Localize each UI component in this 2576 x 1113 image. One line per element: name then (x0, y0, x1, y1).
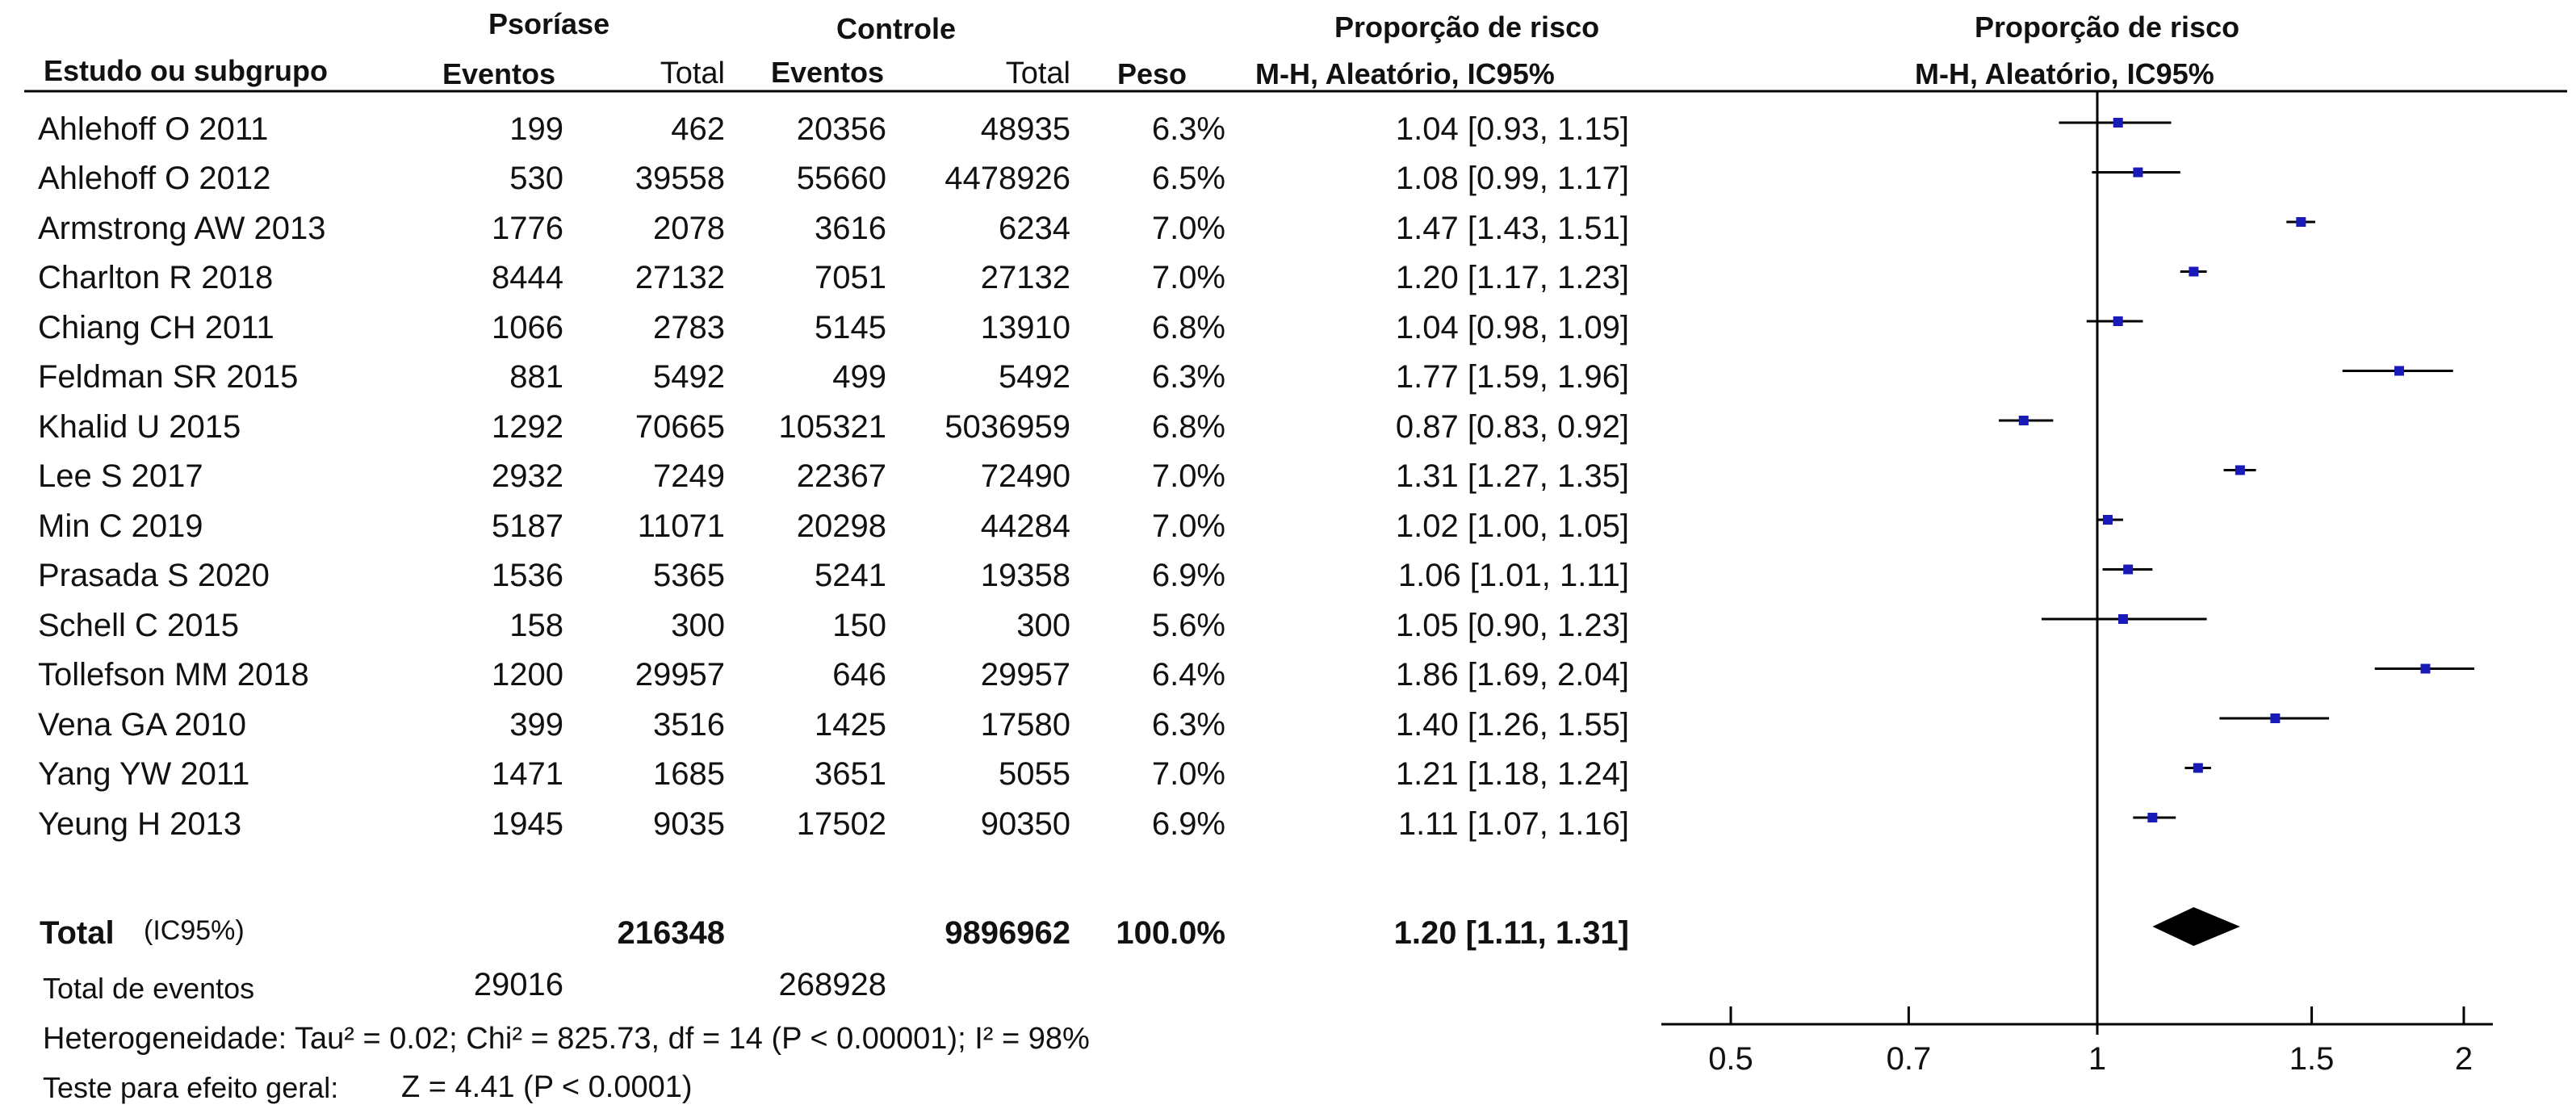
events-control: 20298 (796, 508, 886, 544)
header-events-control: Eventos (771, 56, 885, 89)
study-marker (2375, 664, 2474, 674)
header-study: Estudo ou subgrupo (44, 54, 328, 87)
header-risk-ratio-title: Proporção de risco (1334, 10, 1600, 44)
total-psoriasis: 2078 (653, 211, 725, 246)
study-marker (2219, 713, 2329, 723)
weight: 7.0% (1151, 211, 1225, 246)
total-control: 13910 (980, 310, 1070, 345)
events-psoriasis: 530 (509, 161, 563, 196)
header-events-psoriasis: Eventos (442, 57, 556, 90)
point-estimate (2420, 664, 2430, 674)
risk-ratio-ci: 1.86 [1.69, 2.04] (1395, 657, 1629, 692)
risk-ratio-ci: 0.87 [0.83, 0.92] (1395, 409, 1629, 445)
header-risk-ratio-method: M-H, Aleatório, IC95% (1255, 57, 1555, 90)
events-control: 7051 (815, 260, 886, 295)
total-control: 6234 (999, 211, 1070, 246)
study-marker (2224, 466, 2256, 475)
total-psoriasis: 27132 (635, 260, 725, 295)
study-name: Ahlehoff O 2012 (38, 161, 271, 196)
study-name: Armstrong AW 2013 (38, 211, 326, 246)
point-estimate (2147, 813, 2157, 822)
risk-ratio-ci: 1.02 [1.00, 1.05] (1395, 508, 1629, 544)
x-tick-label: 0.7 (1886, 1041, 1932, 1077)
overall-effect-diamond (2152, 907, 2240, 946)
weight: 6.3% (1151, 707, 1225, 743)
study-marker (2180, 267, 2207, 277)
total-label: Total (40, 915, 115, 951)
weight: 6.3% (1151, 359, 1225, 395)
risk-ratio-ci: 1.04 [0.93, 1.15] (1395, 111, 1629, 147)
weight: 7.0% (1151, 756, 1225, 792)
study-marker (2059, 118, 2171, 128)
events-control: 3616 (815, 211, 886, 246)
weight: 7.0% (1151, 508, 1225, 544)
point-estimate (2118, 614, 2128, 624)
total-events-control: 268928 (778, 967, 886, 1002)
risk-ratio-ci: 1.31 [1.27, 1.35] (1395, 458, 1629, 494)
header-plot-title: Proporção de risco (1975, 10, 2240, 44)
overall-effect-value: Z = 4.41 (P < 0.0001) (401, 1070, 693, 1104)
total-control: 48935 (980, 111, 1070, 147)
events-control: 5145 (815, 310, 886, 345)
events-psoriasis: 399 (509, 707, 563, 743)
study-name: Prasada S 2020 (38, 558, 270, 593)
point-estimate (2394, 366, 2404, 376)
point-estimate (2103, 515, 2113, 525)
study-name: Yeung H 2013 (38, 806, 242, 842)
total-risk-ratio-ci: 1.20 [1.11, 1.31] (1393, 915, 1629, 951)
study-name: Min C 2019 (38, 508, 203, 544)
events-control: 3651 (815, 756, 886, 792)
total-label-ci: (IC95%) (144, 915, 245, 946)
weight: 6.9% (1151, 806, 1225, 842)
weight: 7.0% (1151, 458, 1225, 494)
events-control: 499 (832, 359, 886, 395)
study-name: Schell C 2015 (38, 608, 240, 643)
study-marker (1999, 416, 2053, 425)
heterogeneity-text: Heterogeneidade: Tau² = 0.02; Chi² = 825.73, df = 14 (P < 0.00001); I² = 98% (43, 1022, 1090, 1056)
total-events-label: Total de eventos (43, 972, 255, 1005)
events-control: 646 (832, 657, 886, 692)
x-tick-label: 2 (2454, 1041, 2473, 1077)
total-control: 19358 (980, 558, 1070, 593)
total-psoriasis: 5365 (653, 558, 725, 593)
total-control: 72490 (980, 458, 1070, 494)
risk-ratio-ci: 1.47 [1.43, 1.51] (1395, 211, 1629, 246)
header-group-psoriasis: Psoríase (488, 7, 610, 40)
total-psoriasis-sum: 216348 (617, 915, 725, 951)
x-tick-label: 1.5 (2289, 1041, 2335, 1077)
header-weight: Peso (1117, 57, 1187, 90)
risk-ratio-ci: 1.04 [0.98, 1.09] (1395, 310, 1629, 345)
point-estimate (2123, 565, 2133, 575)
total-psoriasis: 29957 (635, 657, 725, 692)
risk-ratio-ci: 1.06 [1.01, 1.11] (1397, 558, 1629, 593)
point-estimate (2270, 713, 2280, 723)
total-psoriasis: 5492 (653, 359, 725, 395)
study-name: Chiang CH 2011 (38, 310, 274, 345)
total-weight: 100.0% (1116, 915, 1225, 951)
total-psoriasis: 300 (671, 608, 725, 643)
study-name: Ahlehoff O 2011 (38, 111, 269, 147)
study-marker (2042, 614, 2207, 624)
events-psoriasis: 1200 (492, 657, 563, 692)
study-name: Tollefson MM 2018 (38, 657, 309, 692)
weight: 6.9% (1151, 558, 1225, 593)
total-psoriasis: 3516 (653, 707, 725, 743)
x-axis-ticks (1708, 1006, 2473, 1077)
x-tick-label: 1 (2088, 1041, 2107, 1077)
events-control: 5241 (815, 558, 886, 593)
total-psoriasis: 1685 (653, 756, 725, 792)
events-psoriasis: 5187 (492, 508, 563, 544)
study-name: Charlton R 2018 (38, 260, 274, 295)
events-psoriasis: 2932 (492, 458, 563, 494)
total-psoriasis: 7249 (653, 458, 725, 494)
study-name: Khalid U 2015 (38, 409, 241, 445)
events-psoriasis: 1066 (492, 310, 563, 345)
header-group-control: Controle (836, 12, 956, 45)
events-psoriasis: 1471 (492, 756, 563, 792)
events-psoriasis: 158 (509, 608, 563, 643)
total-control: 44284 (980, 508, 1070, 544)
total-psoriasis: 39558 (635, 161, 725, 196)
total-psoriasis: 11071 (637, 508, 725, 544)
events-control: 20356 (796, 111, 886, 147)
events-control: 17502 (796, 806, 886, 842)
total-control: 5492 (999, 359, 1070, 395)
study-marker (2286, 217, 2315, 227)
total-control: 300 (1016, 608, 1070, 643)
events-psoriasis: 881 (509, 359, 563, 395)
study-marker (2092, 168, 2180, 178)
point-estimate (2296, 217, 2306, 227)
events-psoriasis: 1536 (492, 558, 563, 593)
events-control: 1425 (815, 707, 886, 743)
point-estimate (2133, 168, 2142, 178)
total-control: 5036959 (945, 409, 1070, 445)
events-psoriasis: 8444 (492, 260, 563, 295)
weight: 6.4% (1151, 657, 1225, 692)
risk-ratio-ci: 1.77 [1.59, 1.96] (1395, 359, 1629, 395)
header-plot-method: M-H, Aleatório, IC95% (1915, 57, 2214, 90)
point-estimate (2235, 466, 2245, 475)
overall-effect-label: Teste para efeito geral: (43, 1071, 339, 1104)
weight: 6.3% (1151, 111, 1225, 147)
events-control: 105321 (778, 409, 886, 445)
point-estimate (2193, 764, 2203, 773)
study-marker (2133, 813, 2176, 822)
risk-ratio-ci: 1.08 [0.99, 1.17] (1395, 161, 1629, 196)
events-control: 55660 (796, 161, 886, 196)
total-control: 29957 (980, 657, 1070, 692)
risk-ratio-ci: 1.05 [0.90, 1.23] (1395, 608, 1629, 643)
risk-ratio-ci: 1.11 [1.07, 1.16] (1397, 806, 1629, 842)
total-control-sum: 9896962 (945, 915, 1070, 951)
events-control: 150 (832, 608, 886, 643)
total-control: 90350 (980, 806, 1070, 842)
point-estimate (2189, 267, 2198, 277)
study-name: Lee S 2017 (38, 458, 203, 494)
study-name: Feldman SR 2015 (38, 359, 299, 395)
header-total-psoriasis: Total (660, 56, 725, 90)
x-tick-label: 0.5 (1708, 1041, 1753, 1077)
study-name: Vena GA 2010 (38, 707, 247, 743)
study-marker (2343, 366, 2453, 376)
events-psoriasis: 1776 (492, 211, 563, 246)
risk-ratio-ci: 1.40 [1.26, 1.55] (1395, 707, 1629, 743)
weight: 6.8% (1151, 310, 1225, 345)
total-control: 17580 (980, 707, 1070, 743)
risk-ratio-ci: 1.20 [1.17, 1.23] (1395, 260, 1629, 295)
events-psoriasis: 1945 (492, 806, 563, 842)
total-control: 5055 (999, 756, 1070, 792)
total-psoriasis: 9035 (653, 806, 725, 842)
total-psoriasis: 70665 (635, 409, 725, 445)
total-psoriasis: 462 (671, 111, 725, 147)
total-events-psoriasis: 29016 (473, 967, 563, 1002)
study-name: Yang YW 2011 (38, 756, 250, 792)
study-marker (2103, 565, 2153, 575)
header-total-control: Total (1005, 56, 1070, 90)
point-estimate (2113, 316, 2123, 326)
study-marker (2087, 316, 2143, 326)
events-control: 22367 (796, 458, 886, 494)
events-psoriasis: 199 (509, 111, 563, 147)
weight: 5.6% (1151, 608, 1225, 643)
weight: 6.5% (1151, 161, 1225, 196)
events-psoriasis: 1292 (492, 409, 563, 445)
risk-ratio-ci: 1.21 [1.18, 1.24] (1395, 756, 1629, 792)
point-estimate (2113, 118, 2123, 128)
study-markers (1999, 118, 2474, 822)
study-marker (2097, 515, 2123, 525)
weight: 7.0% (1151, 260, 1225, 295)
study-marker (2184, 764, 2210, 773)
point-estimate (2019, 416, 2029, 425)
weight: 6.8% (1151, 409, 1225, 445)
total-control: 27132 (980, 260, 1070, 295)
total-psoriasis: 2783 (653, 310, 725, 345)
total-control: 4478926 (945, 161, 1070, 196)
